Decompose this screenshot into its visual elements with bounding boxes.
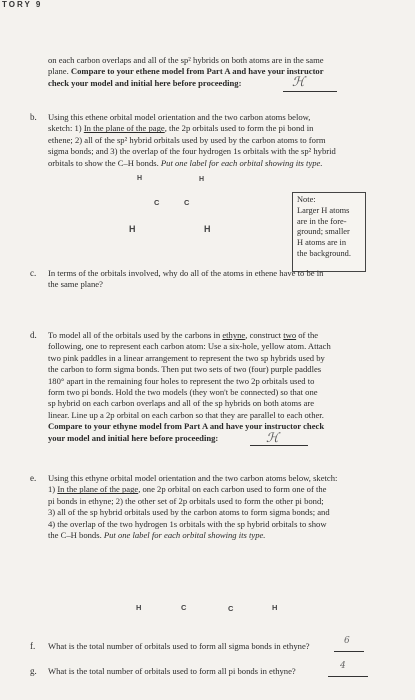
sigma-orbitals-answer: 6 bbox=[344, 636, 350, 646]
ethene-h-atom-top-right: H bbox=[199, 176, 205, 183]
ethene-h-atom-bottom-right: H bbox=[204, 224, 211, 234]
answer-line-f bbox=[334, 651, 364, 652]
part-b-marker: b. bbox=[30, 112, 37, 122]
ethyne-carbon-left: C bbox=[181, 603, 187, 612]
ethene-h-atom-bottom-left: H bbox=[129, 224, 136, 234]
ethyne-h-atom-left: H bbox=[136, 603, 142, 612]
ethyne-h-atom-right: H bbox=[272, 603, 278, 612]
intro-text: on each carbon overlaps and all of the sp² hybrids on both atoms are in the same plane. Compare to your ethene model from Part A and have your instructor check your model and initial here before proceeding: bbox=[48, 55, 324, 88]
part-f-text: What is the total number of orbitals used to form all sigma bonds in ethyne? bbox=[48, 641, 310, 651]
page-header: TORY 9 bbox=[2, 0, 43, 9]
part-e-text: Using this ethyne orbital model orientation and the two carbon atoms below, sketch: 1) In the plane of the page, one 2p orbital on each carbon used to form one of the pi bonds in ethyne; 2) the other set of 2p orbitals used to form the other pi bond; 3) all of the sp hybrid orbitals used by the carbon atoms to form sigma bonds; and 4) the overlap of the two hydrogen 1s orbitals with the sp hybrid orbitals to show the C–H bonds. Put one label for each orbital showing its type. bbox=[48, 473, 338, 541]
part-f-marker: f. bbox=[30, 641, 36, 651]
part-c-text: In terms of the orbitals involved, why do all of the atoms in ethene have to be in the same plane? bbox=[48, 268, 324, 290]
note-box: Note: Larger H atoms are in the fore- ground; smaller H atoms are in the background. bbox=[292, 192, 366, 272]
part-d-marker: d. bbox=[30, 330, 37, 340]
part-e-marker: e. bbox=[30, 473, 37, 483]
ethene-h-atom-top-left: H bbox=[137, 175, 143, 182]
part-b-text: Using this ethene orbital model orientation and the two carbon atoms below, sketch: 1) In the plane of the page, the 2p orbitals used to form the pi bond in ethene; 2) all of the sp² hybrid orbitals used by used by the carbon atoms to form sigma bonds; and 3) the overlap of the four hydrogen 1s orbitals with the sp² hybrid orbitals to show the C–H bonds. Put one label for each orbital showing its type. bbox=[48, 112, 336, 168]
instructor-initial: ℋ bbox=[292, 75, 305, 90]
part-g-marker: g. bbox=[30, 666, 37, 676]
initial-line-d bbox=[250, 445, 308, 446]
ethyne-carbon-right: C bbox=[228, 604, 234, 613]
part-g-text: What is the total number of orbitals used to form all pi bonds in ethyne? bbox=[48, 666, 296, 676]
instructor-initial-d: ℋ bbox=[266, 431, 279, 446]
initial-line bbox=[283, 91, 337, 92]
part-d-text: To model all of the orbitals used by the carbons in ethyne, construct two of the following, one to represent each carbon atom: Use a six-hole, yellow atom. Attach two pink paddles in a linear arrangement to represent the two sp hybrids used by the carbon to form sigma bonds. Then put two sets of two (four) purple paddles 180° apart in the remaining four holes to represent the two 2p orbitals used to form two pi bonds. Hold the two models (they won't be connected) so that one sp hybrid on each carbon overlaps and all of the sp hybrids on both atoms are linear. Line up a 2p orbital on each carbon so that they are parallel to each other. Compare to your ethyne model from Part A and have your instructor check your model and initial here before proceeding: bbox=[48, 330, 331, 443]
part-c-marker: c. bbox=[30, 268, 37, 278]
ethene-carbon-right: C bbox=[184, 198, 190, 207]
answer-line-g bbox=[328, 676, 368, 677]
ethene-carbon-left: C bbox=[154, 198, 160, 207]
pi-orbitals-answer: 4 bbox=[340, 661, 346, 671]
